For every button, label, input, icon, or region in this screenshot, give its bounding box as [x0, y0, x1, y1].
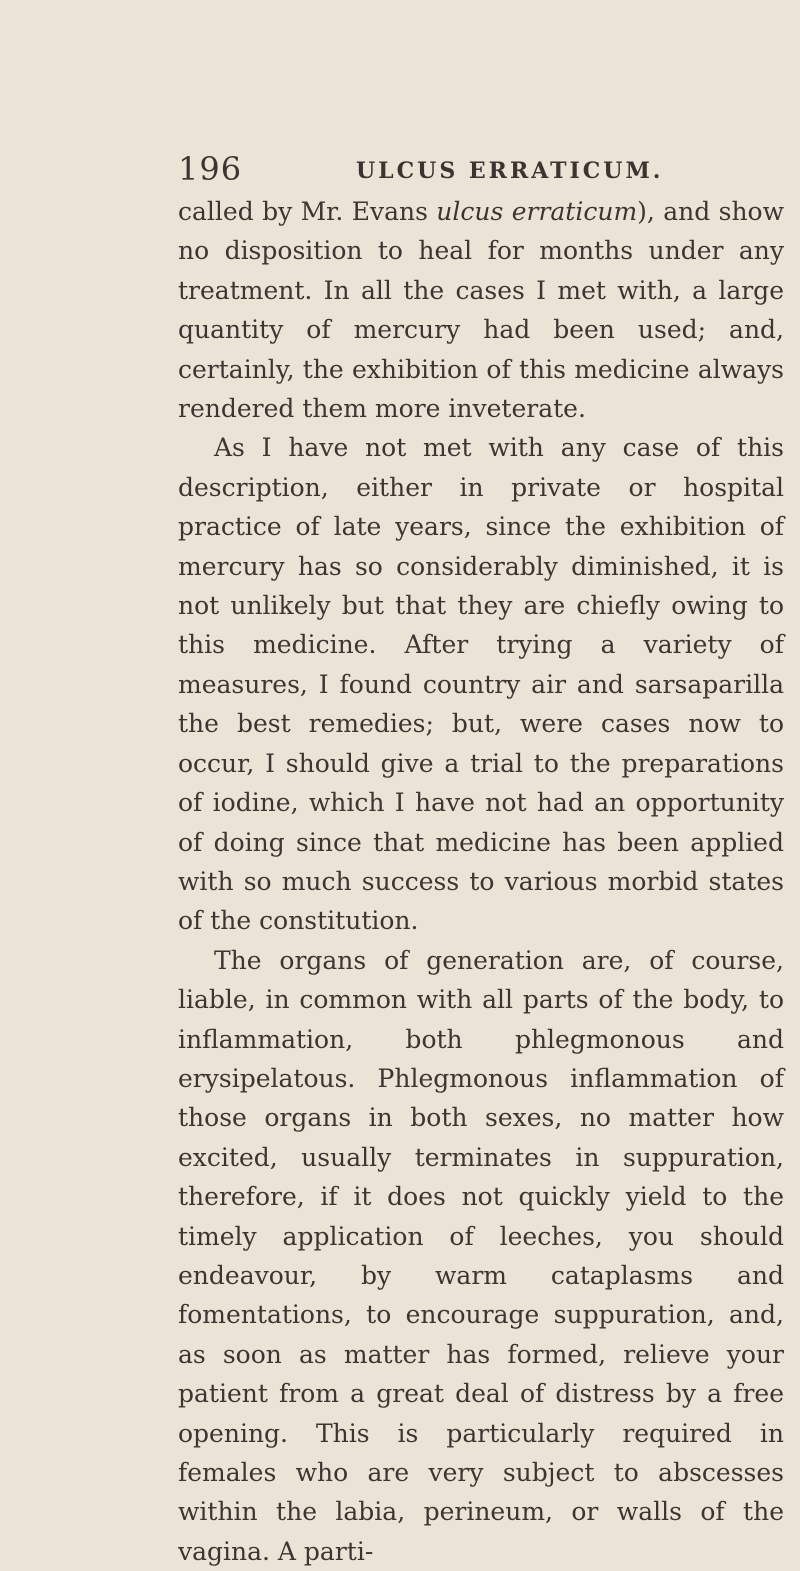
italic-term: ulcus erraticum: [436, 197, 638, 226]
running-head: ULCUS ERRATICUM.: [356, 158, 664, 184]
paragraph-1-rest: ), and show no disposition to heal for months under any treatment. In all the cases I met with, a large quantity of mercury had been used; and, certainly, the exhibition of this medicine always rendered them more inveterate.: [178, 197, 784, 424]
paragraph-3: The organs of generation are, of course, liable, in common with all parts of the body, to inflammation, both phlegmonous and erysipelatous. Phlegmonous inflammation of those organs in both sexes, no matter how excited, usually terminates in suppuration, therefore, if it does not quickly yield to the timely application of leeches, you should endeavour, by warm cataplasms and fomentations, to encourage suppuration, and, as soon as matter has formed, relieve your patient from a great deal of distress by a free opening. This is particularly required in females who are very subject to abscesses within the labia, perineum, or walls of the vagina. A parti-: [178, 945, 784, 1566]
paragraph-1: [178, 192, 784, 428]
body-text: [178, 192, 784, 1571]
paragraph-1-lead: called by Mr. Evans: [178, 197, 437, 226]
page-number: 196: [178, 150, 243, 188]
paragraph-2: As I have not met with any case of this description, either in private or hospital practice of late years, since the exhibition of mercury has so considerably diminished, it is not unlikely but that they are chiefly owing to this medicine. After trying a variety of measures, I found country air and sarsaparilla the best remedies; but, were cases now to occur, I should give a trial to the preparations of iodine, which I have not had an opportunity of doing since that medicine has been applied with so much success to various morbid states of the constitution.: [178, 433, 784, 936]
